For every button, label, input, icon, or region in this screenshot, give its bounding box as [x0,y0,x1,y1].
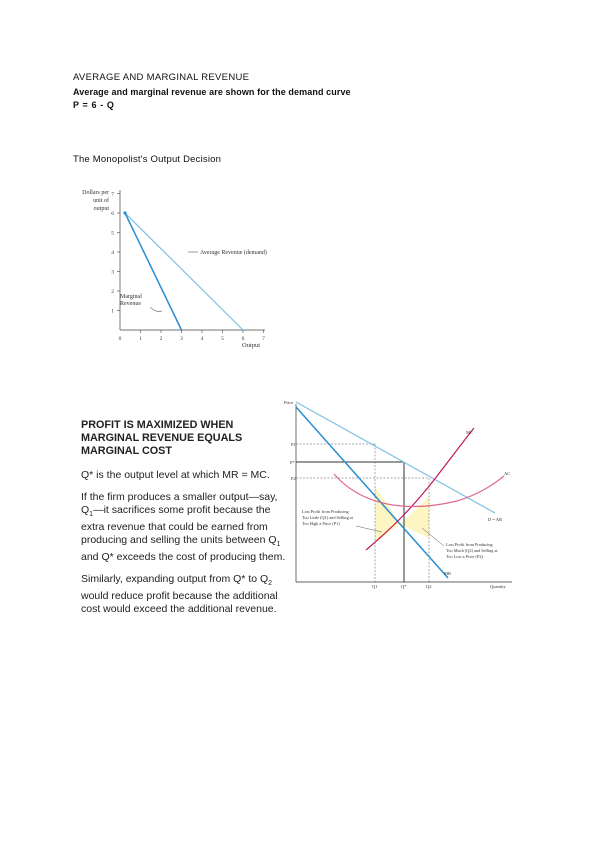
chart1-y-tick-label: 5 [111,230,114,237]
revenue-chart [66,182,306,360]
annotation-left-line: Lost Profit from Producing [302,509,349,514]
para-2-text: exceeds the cost of producing them. [113,551,286,564]
para-3-text: Similarly, expanding output from [81,573,234,586]
qstar-tick-label: Q* [401,584,407,589]
para-1-text: is the output level at which MR = MC. [93,469,270,481]
demand-equation: P = 6 - Q [73,100,115,110]
mr-leader [150,307,162,312]
chart1-x-tick-label: 5 [221,336,224,342]
p1-tick-label: P1 [291,442,296,447]
pstar-tick-label: P* [290,460,295,465]
annotation-right-line: Too Much (Q2) and Selling at [446,548,498,553]
chart1-ylabel-line: output [93,206,109,212]
annotation-right [446,542,498,559]
q1-term: Q [81,504,90,516]
chart1-x-tick-label: 0 [118,336,122,342]
qstar-term: Q* [101,551,114,564]
intro-heading: AVERAGE AND MARGINAL REVENUE [73,72,250,83]
qstar-term: Q* [233,573,246,586]
chart1-ylabel-line: Dollars per [82,190,109,196]
chart2-xlabel: Quantity [490,584,506,589]
q1-subscript: 1 [276,541,281,549]
annotation-left-line: Too Little (Q1) and Selling at [302,515,353,520]
chart1-x-tick-label: 6 [241,336,245,342]
mr-label-line: Revenue [120,301,141,307]
intro-subheading: Average and marginal revenue are shown for the demand curve [73,87,351,97]
para-3-text: to [245,573,260,586]
chart1-y-tick-label: 2 [111,289,114,295]
demand-ar-curve [296,402,495,513]
chart1-y-tick-label: 4 [111,250,114,256]
profit-max-para-2 [81,491,287,564]
profit-chart [282,396,522,596]
chart1-x-tick-label: 1 [139,336,142,342]
qstar-term: Q* [81,469,94,481]
marginal-revenue-line [125,213,182,330]
chart2-ylabel: Price [284,400,294,405]
mr-curve [296,407,448,578]
para-2-text: —it sacrifices some profit because the extra revenue that could be earned from producing and selling the units between [81,504,271,547]
ar-label: Average Revenue (demand) [200,250,267,256]
q1-tick-label: Q1 [372,584,378,589]
q1-term: Q [268,534,277,547]
lost-profit-area-left [375,486,400,543]
chart1-x-tick-label: 2 [159,336,163,342]
annotation-left-line: Too High a Price (P1) [302,521,340,526]
chart1-xlabel: Output [242,342,261,349]
chart1-x-tick-label: 4 [200,336,204,342]
profit-max-textbox [81,419,287,625]
annotation-right-line: Too Low a Price (P2) [446,554,483,559]
mr-label-line: Marginal [120,294,142,300]
profit-max-para-1 [81,469,287,482]
chart1-intercept-dot [123,211,126,214]
chart1-y-tick-label: 1 [111,308,114,315]
annotation-right-line: Lost Profit from Producing [446,542,493,547]
profit-max-heading: PROFIT IS MAXIMIZED WHEN MARGINAL REVENUE EQUALS MARGINAL COST [81,419,243,457]
ar-label-2: D = AR [488,517,503,522]
average-revenue-line [125,213,243,330]
chart1-x-tick-label: 7 [262,336,265,342]
chart1-y-tick-label: 7 [111,191,114,198]
chart1-ylabel-line: unit of [93,198,109,204]
chart1-x-tick-label: 3 [180,336,183,342]
chart1-ylabel [82,190,109,212]
annotation-right-leader [422,528,444,546]
p2-tick-label: P2 [291,476,296,481]
profit-max-para-3 [81,573,287,616]
mr-label-2: MR [444,571,452,576]
chart1-y-tick-label: 6 [111,211,114,217]
ac-label: AC [504,471,511,476]
para-2-text: and [81,551,102,564]
mc-label: MC [466,430,474,435]
q2-subscript: 2 [268,580,273,588]
q1-subscript: 1 [89,511,94,519]
section-title: The Monopolist's Output Decision [73,154,222,165]
q2-term: Q [260,573,269,586]
para-3-text: would reduce profit because the additional cost would exceed the additional revenue. [81,590,278,616]
para-2-text: If the firm produces a smaller output—say, [81,491,278,503]
q2-tick-label: Q2 [426,584,432,589]
chart1-y-tick-label: 3 [111,269,114,276]
annotation-left [302,509,354,526]
